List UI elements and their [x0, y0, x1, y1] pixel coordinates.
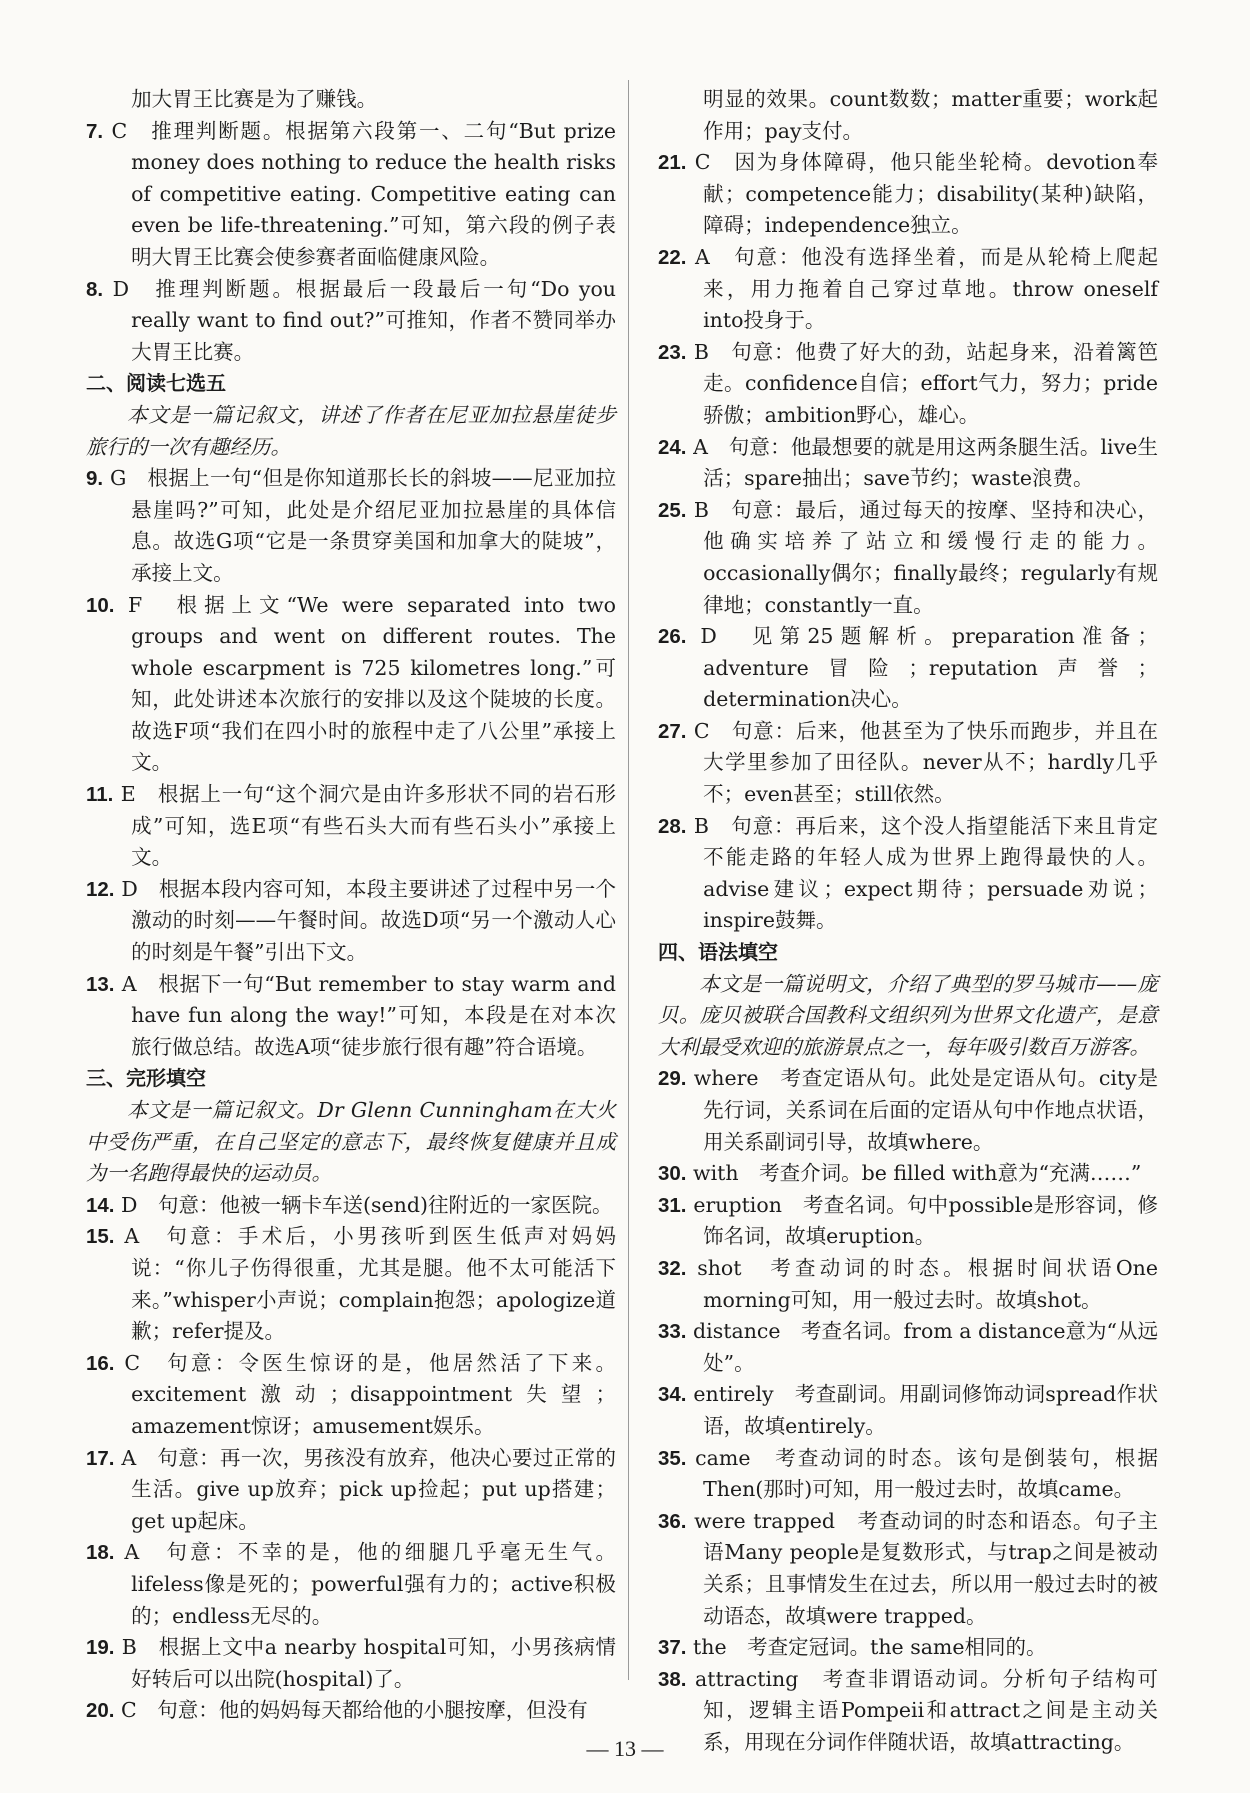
answer-item: [658, 242, 1158, 337]
answer-explanation: B 句意：最后，通过每天的按摩、坚持和决心，他确实培养了站立和缓慢行走的能力。occasionally偶尔；finally最终；regularly有规律地；constantly一直。: [693, 497, 1158, 617]
question-number: 8.: [86, 277, 104, 301]
answer-explanation: A 句意：不幸的是，他的细腿几乎毫无生气。lifeless像是死的；powerful强有力的；active积极的；endless无尽的。: [124, 1540, 616, 1628]
answer-item: [86, 1695, 616, 1727]
answer-item: [86, 779, 616, 874]
question-number: 23.: [658, 340, 687, 364]
answer-explanation: A 句意：他没有选择坐着，而是从轮椅上爬起来，用力拖着自己穿过草地。throw oneself into投身于。: [694, 244, 1158, 333]
question-number: 34.: [658, 1383, 687, 1407]
question-number: 28.: [658, 814, 687, 838]
answer-explanation: distance 考查名词。from a distance意为“从远处”。: [693, 1319, 1158, 1375]
answer-item: [86, 874, 616, 969]
answer-explanation: where 考查定语从句。此处是定语从句。city是先行词，关系词在后面的定语从句中作地点状语，用关系副词引导，故填where。: [693, 1066, 1158, 1154]
answer-item: [658, 337, 1158, 432]
answer-explanation: the 考查定冠词。the same相同的。: [693, 1635, 1047, 1660]
answer-item: [86, 463, 616, 589]
answer-explanation: D 推理判断题。根据最后一段最后一句“Do you really want to find out?”可推知，作者不赞同举办大胃王比赛。: [112, 276, 616, 364]
answer-explanation: F 根据上文“We were separated into two groups and went on different routes. The whole escarpment is 725 kilometres long.”可知，此处讲述本次旅行的安排以及这个陡坡的长度。故选F项“我们在四小时的旅程中走了八公里”承接上文。: [127, 592, 616, 775]
answer-item: [658, 1632, 1158, 1664]
question-number: 19.: [86, 1636, 115, 1660]
answer-item: [658, 147, 1158, 242]
column-divider: [628, 80, 629, 1680]
question-number: 32.: [658, 1256, 687, 1280]
answer-explanation: came 考查动词的时态。该句是倒装句，根据Then(那时)可知，用一般过去时，故填came。: [695, 1445, 1158, 1502]
question-number: 12.: [86, 877, 115, 901]
question-number: 10.: [86, 593, 115, 617]
question-number: 13.: [86, 972, 115, 996]
question-number: 16.: [86, 1351, 115, 1375]
question-number: 11.: [86, 783, 114, 807]
question-number: 35.: [658, 1446, 687, 1470]
answer-item: [86, 1348, 616, 1443]
answer-item: [658, 432, 1158, 495]
section-heading: 四、语法填空: [658, 940, 778, 965]
answer-item: [86, 969, 616, 1064]
question-number: 29.: [658, 1067, 687, 1091]
page-number: — 13 —: [586, 1736, 664, 1761]
answer-explanation: C 句意：后来，他甚至为了快乐而跑步，并且在大学里参加了田径队。never从不；hardly几乎不；even甚至；still依然。: [693, 718, 1158, 807]
answer-explanation: were trapped 考查动词的时态和语态。句子主语Many people是复数形式，与trap之间是被动关系；且事情发生在过去，所以用一般过去时的被动语态，故填were trapped。: [694, 1508, 1158, 1628]
question-number: 31.: [658, 1193, 687, 1217]
question-number: 15.: [86, 1225, 115, 1249]
question-number: 30.: [658, 1162, 687, 1186]
answer-explanation: D 句意：他被一辆卡车送(send)往附近的一家医院。: [121, 1192, 613, 1217]
answer-item: [86, 1443, 616, 1538]
question-number: 24.: [658, 435, 687, 459]
answer-item: [658, 1443, 1158, 1506]
section-intro: 本文是一篇说明文，介绍了典型的罗马城市——庞贝。庞贝被联合国教科文组织列为世界文化遗产，是意大利最受欢迎的旅游景点之一，每年吸引数百万游客。: [658, 971, 1158, 1059]
answer-item: [86, 590, 616, 780]
answer-item: [658, 1316, 1158, 1379]
answer-explanation: eruption 考查名词。句中possible是形容词，修饰名词，故填eruption。: [693, 1192, 1158, 1249]
answer-item: [86, 1537, 616, 1632]
answer-item: [658, 811, 1158, 937]
answer-explanation: shot 考查动词的时态。根据时间状语One morning可知，用一般过去时。故填shot。: [697, 1255, 1158, 1312]
answer-explanation: D 见第25题解析。preparation准备；adventure冒险；reputation声誉；determination决心。: [700, 624, 1158, 712]
answer-explanation: E 根据上一句“这个洞穴是由许多形状不同的岩石形成”可知，选E项“有些石头大而有些石头小”承接上文。: [120, 782, 616, 870]
question-number: 18.: [86, 1541, 115, 1565]
answer-item: [658, 1506, 1158, 1632]
answer-item: [86, 274, 616, 369]
question-number: 26.: [658, 625, 687, 649]
section-intro: 本文是一篇记叙文。Dr Glenn Cunningham在大火中受伤严重，在自己坚定的意志下，最终恢复健康并且成为一名跑得最快的运动员。: [86, 1098, 616, 1186]
answer-item: [86, 1632, 616, 1695]
question-number: 27.: [658, 719, 687, 743]
right-column: [658, 84, 1158, 1758]
answer-item: [658, 1379, 1158, 1442]
answer-explanation: with 考查介词。be filled with意为“充满……”: [693, 1161, 1142, 1186]
question-number: 22.: [658, 245, 687, 269]
section-heading: 三、完形填空: [86, 1066, 206, 1091]
answer-item: [658, 1158, 1158, 1190]
question-number: 37.: [658, 1636, 687, 1660]
answer-item: [86, 1190, 616, 1222]
question-number: 9.: [86, 467, 104, 491]
answer-explanation: C 句意：令医生惊讶的是，他居然活了下来。excitement激动；disappointment失望；amazement惊讶；amusement娱乐。: [124, 1350, 616, 1438]
question-number: 25.: [658, 498, 687, 522]
answer-explanation: B 句意：他费了好大的劲，站起身来，沿着篱笆走。confidence自信；effort气力，努力；pride骄傲；ambition野心，雄心。: [693, 339, 1158, 427]
question-number: 20.: [86, 1699, 115, 1723]
section-heading: 二、阅读七选五: [86, 371, 226, 396]
answer-item: [86, 1221, 616, 1347]
question-number: 17.: [86, 1446, 115, 1470]
question-number: 38.: [658, 1667, 687, 1691]
answer-explanation: C 句意：他的妈妈每天都给他的小腿按摩，但没有: [121, 1698, 588, 1723]
answer-explanation: entirely 考查副词。用副词修饰动词spread作状语，故填entirely。: [693, 1382, 1158, 1438]
left-column: [86, 84, 616, 1727]
question-number: 21.: [658, 151, 687, 175]
answer-explanation: attracting 考查非谓语动词。分析句子结构可知，逻辑主语Pompeii和attract之间是主动关系，用现在分词作伴随状语，故填attracting。: [695, 1666, 1158, 1754]
answer-item: [658, 621, 1158, 716]
question-number: 7.: [86, 119, 104, 143]
answer-explanation: D 根据本段内容可知，本段主要讲述了过程中另一个激动的时刻——午餐时间。故选D项“另一个激动人心的时刻是午餐”引出下文。: [121, 876, 616, 965]
answer-explanation: A 句意：他最想要的就是用这两条腿生活。live生活；spare抽出；save节约；waste浪费。: [693, 434, 1158, 491]
continued-text: 加大胃王比赛是为了赚钱。: [131, 87, 378, 111]
answer-explanation: A 句意：手术后，小男孩听到医生低声对妈妈说：“你儿子伤得很重，尤其是腿。他不太可能活下来。”whisper小声说；complain抱怨；apologize道歉；refer提及。: [124, 1224, 616, 1344]
answer-explanation: B 根据上文中a nearby hospital可知，小男孩病情好转后可以出院(hospital)了。: [121, 1635, 616, 1691]
answer-item: [658, 495, 1158, 621]
answer-item: [658, 1190, 1158, 1253]
continued-text: 明显的效果。count数数；matter重要；work起作用；pay支付。: [703, 87, 1158, 143]
answer-item: [86, 116, 616, 274]
answer-explanation: G 根据上一句“但是你知道那长长的斜坡——尼亚加拉悬崖吗?”可知，此处是介绍尼亚加拉悬崖的具体信息。故选G项“它是一条贯穿美国和加拿大的陡坡”，承接上文。: [109, 466, 616, 585]
answer-item: [658, 1063, 1158, 1158]
answer-explanation: C 推理判断题。根据第六段第一、二句“But prize money does nothing to reduce the health risks of competitive eating. Competitive eating can even be life-threatening.”可知，第六段的例子表明大胃王比赛会使参赛者面临健康风险。: [111, 118, 616, 269]
answer-item: [658, 716, 1158, 811]
question-number: 36.: [658, 1509, 687, 1533]
question-number: 33.: [658, 1320, 687, 1344]
answer-item: [658, 1253, 1158, 1316]
answer-explanation: A 根据下一句“But remember to stay warm and have fun along the way!”可知，本段是在对本次旅行做总结。故选A项“徒步旅行很有趣”符合语境。: [121, 971, 616, 1059]
answer-explanation: C 因为身体障碍，他只能坐轮椅。devotion奉献；competence能力；disability(某种)缺陷，障碍；independence独立。: [694, 150, 1158, 238]
answer-explanation: B 句意：再后来，这个没人指望能活下来且肯定不能走路的年轻人成为世界上跑得最快的人。advise建议；expect期待；persuade劝说；inspire鼓舞。: [693, 813, 1158, 933]
question-number: 14.: [86, 1193, 115, 1217]
answer-explanation: A 句意：再一次，男孩没有放弃，他决心要过正常的生活。give up放弃；pick up捡起；put up搭建；get up起床。: [121, 1445, 616, 1533]
section-intro: 本文是一篇记叙文，讲述了作者在尼亚加拉悬崖徒步旅行的一次有趣经历。: [86, 402, 616, 459]
